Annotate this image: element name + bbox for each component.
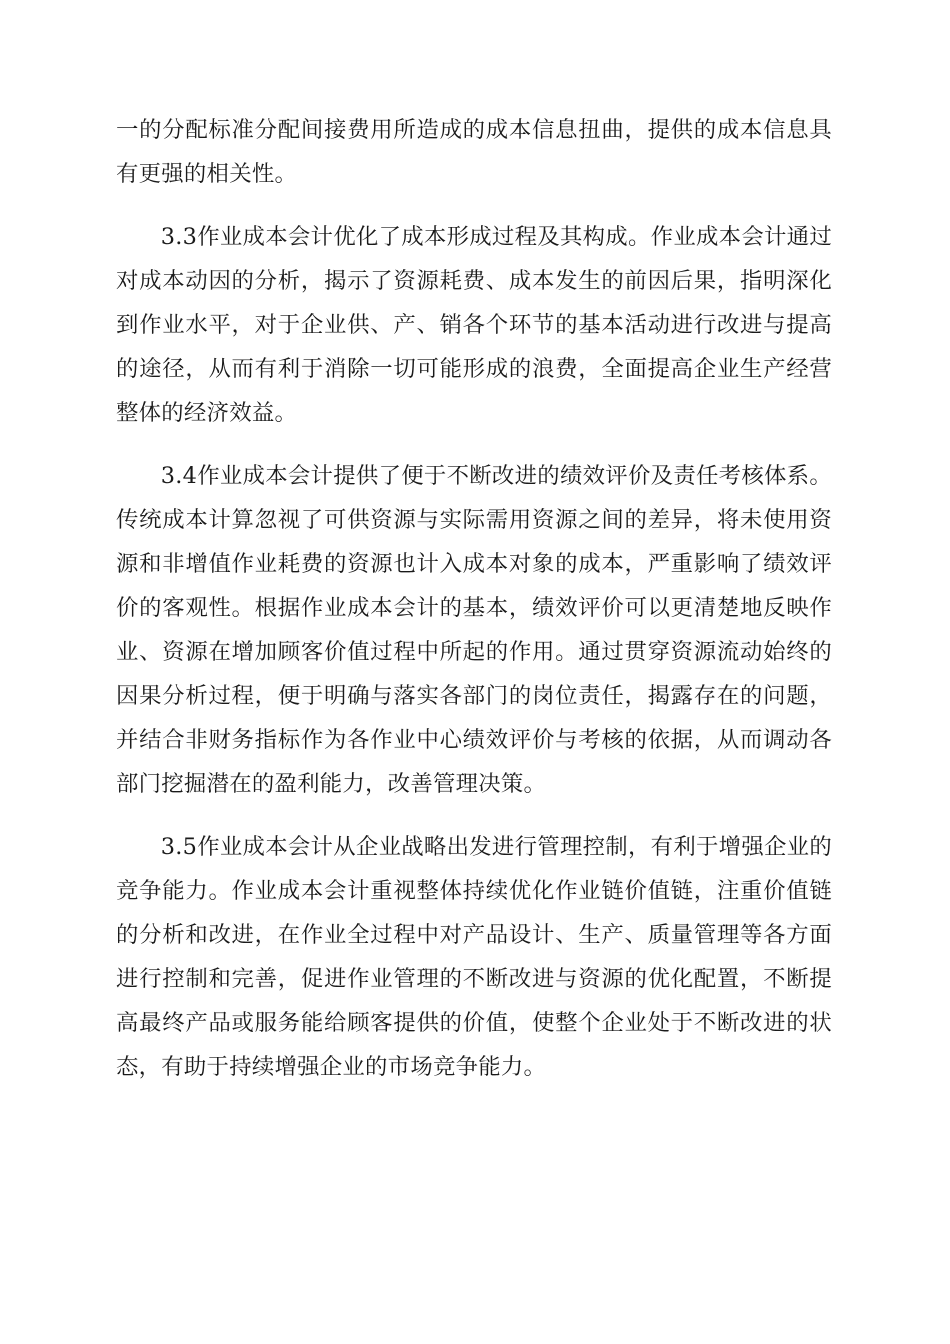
paragraph-3-5: 3.5作业成本会计从企业战略出发进行管理控制，有利于增强企业的竞争能力。作业成本会计重视整体持续优化作业链价值链，注重价值链的分析和改进，在作业全过程中对产品设计、生产、质量管理等各方面进行控制和完善，促进作业管理的不断改进与资源的优化配置，不断提高最终产品或服务能给顾客提供的价值，使整个企业处于不断改进的状态，有助于持续增强企业的市场竞争能力。 [116,834,832,1080]
document-body [116,108,832,1108]
paragraph-3-3: 3.3作业成本会计优化了成本形成过程及其构成。作业成本会计通过对成本动因的分析，揭示了资源耗费、成本发生的前因后果，指明深化到作业水平，对于企业供、产、销各个环节的基本活动进行改进与提高的途径，从而有利于消除一切可能形成的浪费，全面提高企业生产经营整体的经济效益。 [116,224,832,426]
paragraph-continuation: 一的分配标准分配间接费用所造成的成本信息扭曲，提供的成本信息具有更强的相关性。 [116,117,832,187]
paragraph-3-4: 3.4作业成本会计提供了便于不断改进的绩效评价及责任考核体系。传统成本计算忽视了可供资源与实际需用资源之间的差异，将未使用资源和非增值作业耗费的资源也计入成本对象的成本，严重影响了绩效评价的客观性。根据作业成本会计的基本，绩效评价可以更清楚地反映作业、资源在增加顾客价值过程中所起的作用。通过贯穿资源流动始终的因果分析过程，便于明确与落实各部门的岗位责任，揭露存在的问题，并结合非财务指标作为各作业中心绩效评价与考核的依据，从而调动各部门挖掘潜在的盈利能力，改善管理决策。 [116,463,832,797]
